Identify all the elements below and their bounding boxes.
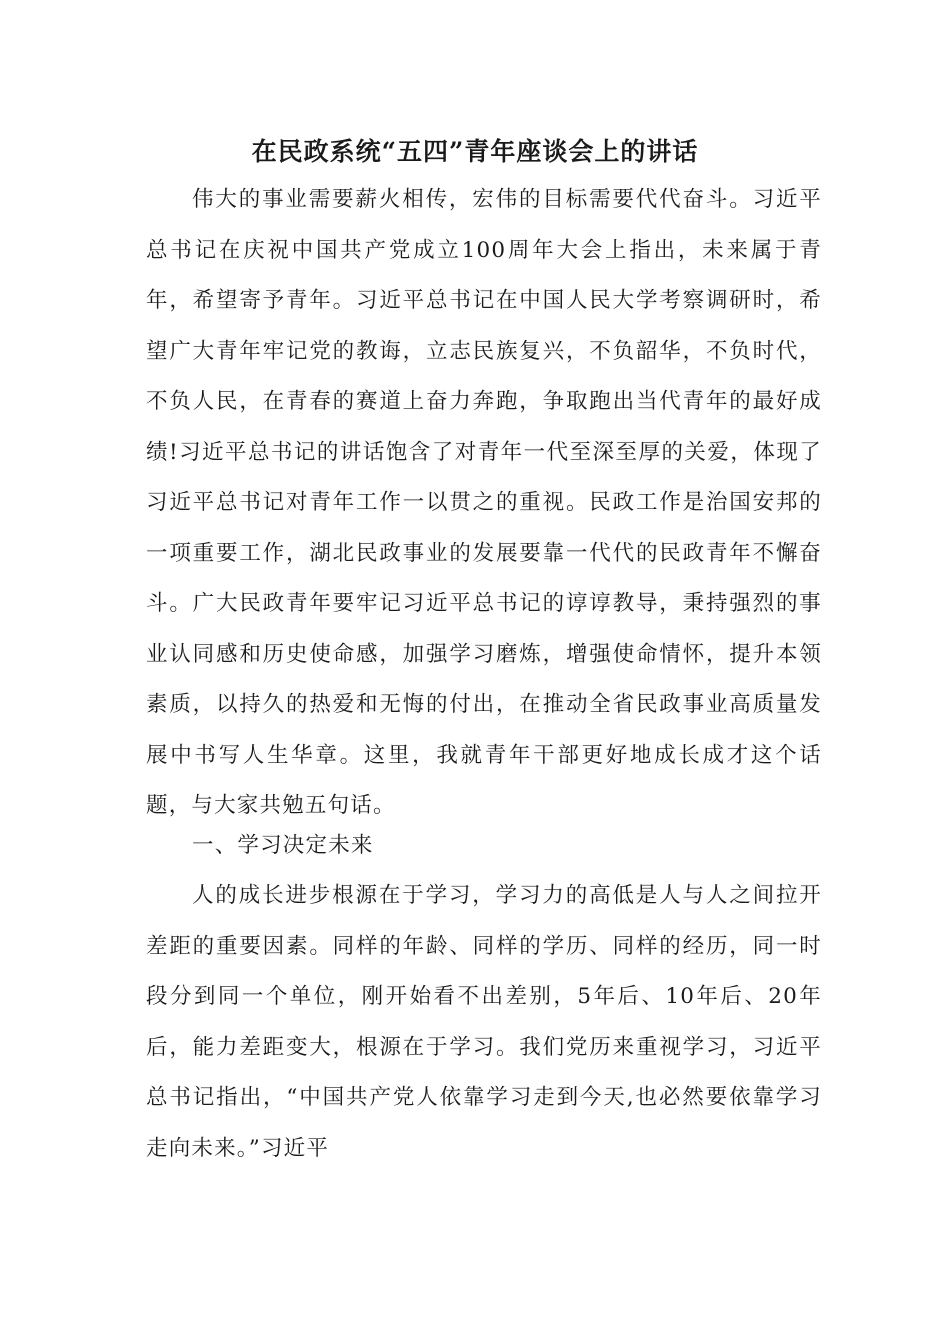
section-heading-1: 一、学习决定未来 [192,833,374,858]
paragraph-section-1: 人的成长进步根源在于学习，学习力的高低是人与人之间拉开差距的重要因素。同样的年龄、同样的学历、同样的经历，同一时段分到同一个单位，刚开始看不出差别，5年后、10年后、20年后，能力差距变大，根源在于学习。我们党历来重视学习，习近平总书记指出，“中国共产党人依靠学习走到今天,也必然要依靠学习走向未来。”习近平 [146,883,822,1161]
paragraph-intro: 伟大的事业需要薪火相传，宏伟的目标需要代代奋斗。习近平总书记在庆祝中国共产党成立100周年大会上指出，未来属于青年，希望寄予青年。习近平总书记在中国人民大学考察调研时，希望广大青年牢记党的教诲，立志民族复兴，不负韶华，不负时代，不负人民，在青春的赛道上奋力奔跑，争取跑出当代青年的最好成绩!习近平总书记的讲话饱含了对青年一代至深至厚的关爱，体现了习近平总书记对青年工作一以贯之的重视。民政工作是治国安邦的一项重要工作，湖北民政事业的发展要靠一代代的民政青年不懈奋斗。广大民政青年要牢记习近平总书记的谆谆教导，秉持强烈的事业认同感和历史使命感，加强学习磨炼，增强使命情怀，提升本领素质，以持久的热爱和无悔的付出，在推动全省民政事业高质量发展中书写人生华章。这里，我就青年干部更好地成长成才这个话题，与大家共勉五句话。 [146,187,822,818]
document-title: 在民政系统“五四”青年座谈会上的讲话 [251,137,699,166]
